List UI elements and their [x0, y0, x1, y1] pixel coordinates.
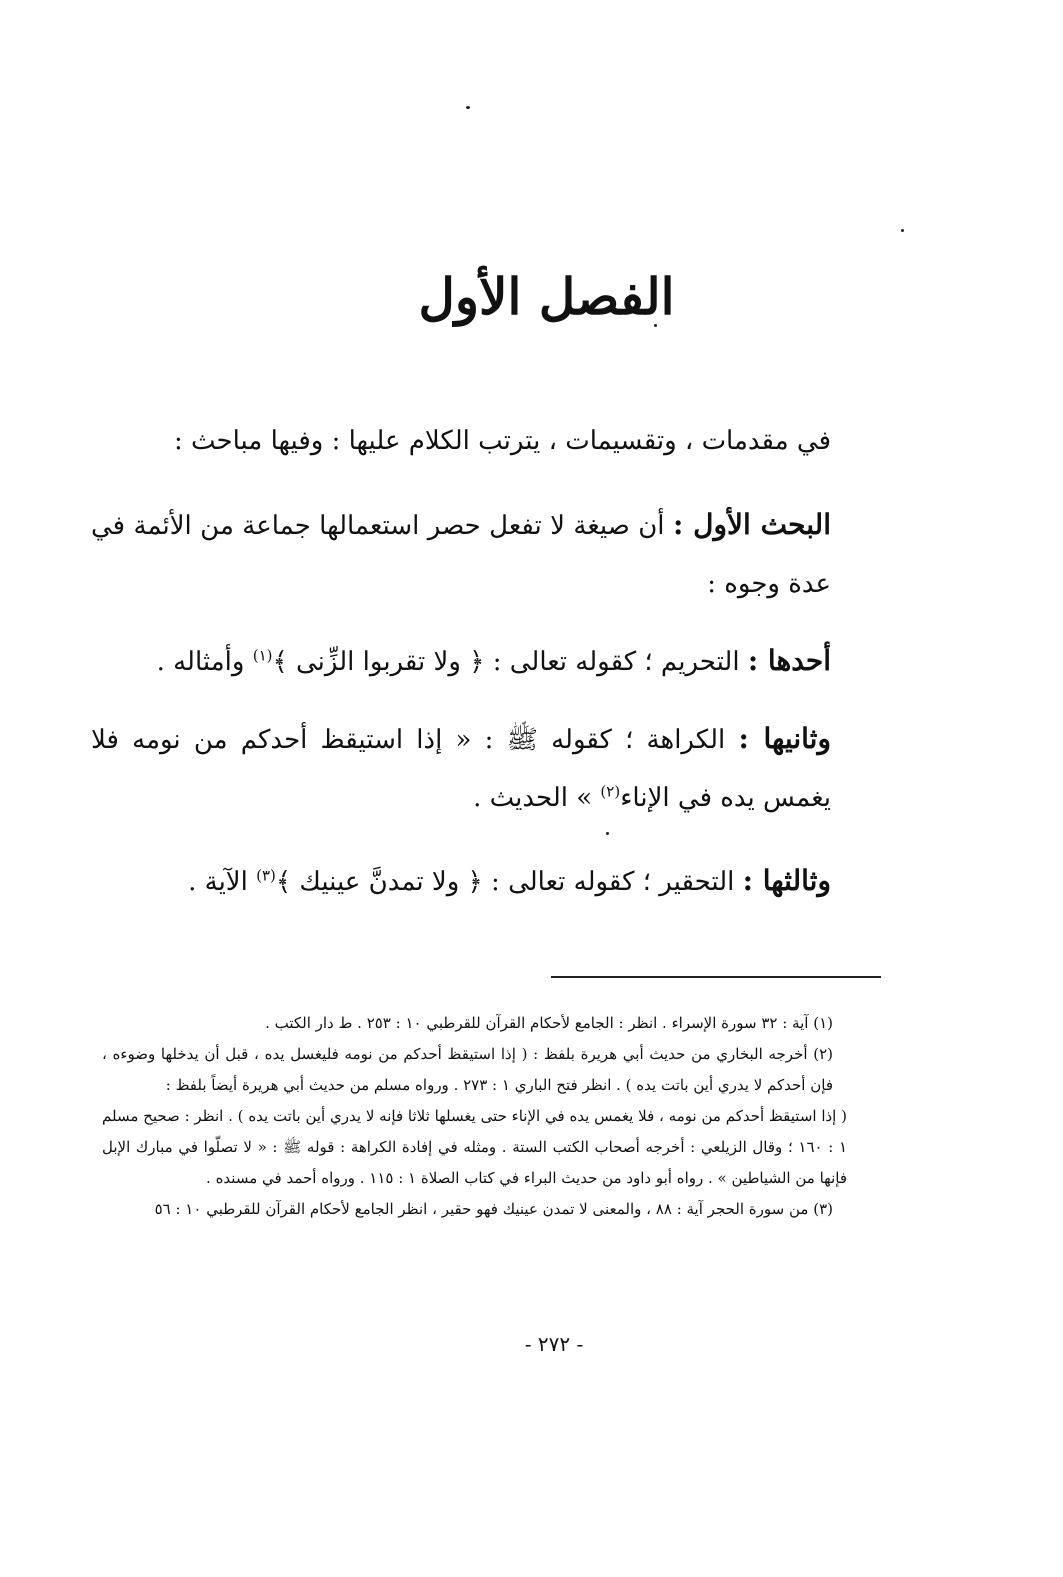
item-3-paragraph: [111, 852, 831, 911]
chapter-title: الفصل الأول: [418, 267, 675, 326]
footnote-divider: [551, 976, 881, 978]
item-1-tail: وأمثاله .: [156, 647, 245, 677]
footnote-ref-2[interactable]: (٢): [600, 782, 621, 801]
scan-speck: [606, 832, 609, 835]
page-number: - ٢٧٢ -: [524, 1332, 584, 1356]
item-1-label: أحدها :: [747, 644, 831, 677]
item-1-text: التحريم ؛ كقوله تعالى : ﴿ ولا تقربوا الزِّنى ﴾: [272, 647, 740, 677]
footnote-ref-3[interactable]: (٣): [256, 866, 276, 885]
item-2-tail: » الحديث .: [473, 783, 593, 813]
item-2-text: الكراهة ؛ كقوله ﷺ : « إذا استيقظ أحدكم من نومه فلا يغمس يده في الإناء: [91, 725, 831, 813]
item-3-tail: الآية .: [188, 867, 248, 897]
footnote-ref-1[interactable]: (١): [252, 646, 273, 665]
footnote-1: (١) آية : ٣٢ سورة الإسراء . انظر : الجامع لأحكام القرآن للقرطبي ١٠ : ٢٥٣ . ط دار الكتب .: [265, 1014, 833, 1032]
item-3-label: وثالثها :: [742, 864, 831, 897]
item-1-paragraph: [111, 632, 831, 691]
scan-speck: [901, 229, 904, 232]
section-1-text: أن صيغة لا تفعل حصر استعمالها جماعة من الأئمة في عدة وجوه :: [91, 511, 831, 599]
section-1-label: البحث الأول :: [672, 508, 831, 541]
footnotes: [102, 1008, 847, 1225]
footnote-3: (٣) من سورة الحجر آية : ٨٨ ، والمعنى لا تمدن عينيك فهو حقير ، انظر الجامع لأحكام القرآن للقرطبي ١٠ : ٥٦: [154, 1200, 833, 1218]
section-1-paragraph: [91, 496, 831, 613]
item-2-paragraph: [91, 710, 831, 827]
item-3-text: التحقير ؛ كقوله تعالى : ﴿ ولا تمدنَّ عينيك ﴾: [275, 867, 735, 897]
footnote-2: (٢) أخرجه البخاري من حديث أبي هريرة بلفظ : ( إذا استيقظ أحدكم من نومه فليغسل يده ، قبل أن يدخلها وضوءه ، فإن أحدكم لا يدري أين باتت يده ) . انظر فتح الباري ١ : ٢٧٣ . ورواه مسلم من حديث أبي هريرة أيضاً بلفظ :: [102, 1045, 833, 1094]
item-2-label: وثانيها :: [738, 722, 831, 755]
intro-paragraph: في مقدمات ، وتقسيمات ، يترتب الكلام عليها : وفيها مباحث :: [174, 426, 831, 456]
footnote-2-continued: ( إذا استيقظ أحدكم من نومه ، فلا يغمس يده في الإناء حتى يغسلها ثلاثا فإنه لا يدري أين باتت يده ) . انظر : صحيح مسلم ١ : ١٦٠ ؛ وقال الزيلعي : أخرجه أصحاب الكتب الستة . ومثله في إفادة الكراهة : قوله ﷺ : « لا تصلّوا في مبارك الإبل فإنها من الشياطين » . رواه أبو داود من حديث البراء في كتاب الصلاة ١ : ١١٥ . ورواه أحمد في مسنده .: [102, 1107, 847, 1187]
scan-speck: [466, 106, 470, 109]
